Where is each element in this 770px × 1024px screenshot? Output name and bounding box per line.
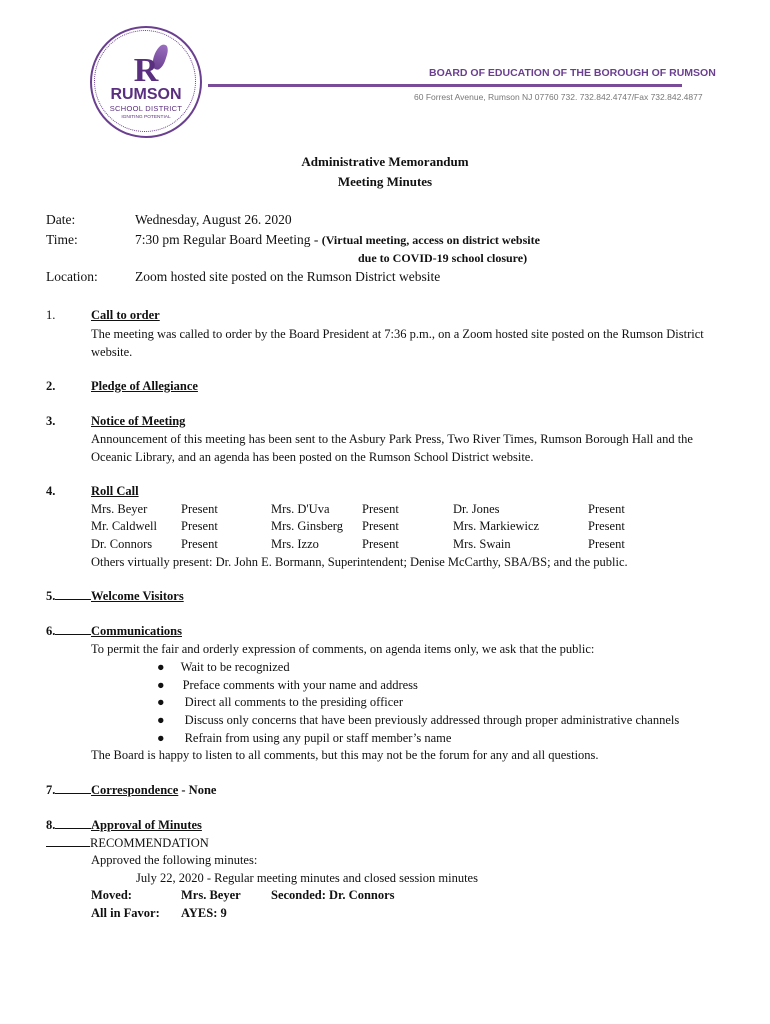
recommendation-line: [46, 836, 209, 851]
section-7-number: 7.: [46, 783, 91, 798]
communications-closing: The Board is happy to listen to all comments, but this may not be the forum for any and all questions.: [91, 748, 599, 762]
section-5-title: Welcome Visitors: [91, 589, 184, 603]
section-8-title: Approval of Minutes: [91, 818, 202, 832]
location-label: Location:: [46, 269, 98, 284]
memo-title: Administrative Memorandum: [301, 154, 469, 169]
roll-call-status: Present: [362, 537, 399, 551]
roll-call-status: Present: [588, 519, 625, 533]
list-item: ● Discuss only concerns that have been previously addressed through proper administrative channels: [157, 713, 680, 727]
section-4-title: Roll Call: [91, 484, 139, 498]
section-1-text-1: The meeting was called to order by the Board President at 7:36 p.m., on a Zoom hosted site posted on the Rumson District: [91, 327, 704, 341]
approved-text: Approved the following minutes:: [91, 853, 258, 867]
section-7-title: Correspondence: [91, 783, 179, 797]
roll-call-status: Present: [588, 537, 625, 551]
list-item: ● Direct all comments to the presiding officer: [157, 695, 404, 709]
section-7-suffix: - None: [178, 783, 217, 797]
section-4-number: 4.: [46, 484, 56, 498]
roll-call-status: Present: [362, 502, 399, 516]
bullet-icon: ●: [157, 731, 165, 745]
date-label: Date:: [46, 212, 76, 227]
section-7-title-line: [91, 783, 216, 798]
bullet-icon: ●: [157, 695, 165, 709]
roll-call-status: Present: [588, 502, 625, 516]
logo-district: SCHOOL DISTRICT: [109, 104, 183, 113]
favor-label: All in Favor:: [91, 906, 160, 920]
memo-subtitle: Meeting Minutes: [337, 174, 433, 189]
time-note: (Virtual meeting, access on district website: [321, 233, 540, 247]
section-6-number: 6.: [46, 624, 91, 639]
logo-name: RUMSON: [110, 86, 182, 103]
roll-call-status: Present: [181, 502, 218, 516]
roll-call-name: Mrs. Izzo: [271, 537, 319, 551]
favor-value: AYES: 9: [181, 906, 227, 920]
roll-call-name: Mrs. Ginsberg: [271, 519, 343, 533]
section-1-title: Call to order: [91, 308, 160, 322]
header-divider: [208, 84, 682, 87]
moved-value: Mrs. Beyer: [181, 888, 241, 902]
board-address: 60 Forrest Avenue, Rumson NJ 07760 732. 732.842.4747/Fax 732.842.4877: [414, 92, 703, 102]
section-3-title: Notice of Meeting: [91, 414, 186, 428]
location-value: Zoom hosted site posted on the Rumson District website: [135, 269, 441, 284]
time-value: 7:30 pm Regular Board Meeting -: [135, 232, 322, 247]
section-1-number: 1.: [46, 308, 56, 322]
approved-minutes-item: July 22, 2020 - Regular meeting minutes and closed session minutes: [136, 871, 478, 885]
roll-call-status: Present: [181, 519, 218, 533]
roll-call-status: Present: [362, 519, 399, 533]
roll-call-name: Mrs. D'Uva: [271, 502, 330, 516]
section-3-text-1: Announcement of this meeting has been sent to the Asbury Park Press, Two River Times, Rumson Borough Hall and the: [91, 432, 693, 446]
seconded-text: Seconded: Dr. Connors: [271, 888, 395, 902]
bullet-icon: ●: [157, 660, 165, 674]
roll-call-status: Present: [181, 537, 218, 551]
section-5-number: 5.: [46, 589, 91, 604]
section-3-number: 3.: [46, 414, 56, 428]
roll-call-name: Mrs. Markiewicz: [453, 519, 540, 533]
section-2-title: Pledge of Allegiance: [91, 379, 198, 393]
roll-call-name: Mrs. Beyer: [91, 502, 148, 516]
recommendation-label: RECOMMENDATION: [90, 836, 209, 850]
logo-tagline: IGNITING POTENTIAL: [121, 115, 171, 120]
section-2-number: 2.: [46, 379, 56, 393]
section-6-title: Communications: [91, 624, 182, 638]
section-1-text-2: website.: [91, 345, 133, 359]
district-logo: [90, 26, 202, 138]
list-item: ● Wait to be recognized: [157, 660, 290, 674]
others-present: Others virtually present: Dr. John E. Bormann, Superintendent; Denise McCarthy, SBA/BS; and the public.: [91, 555, 628, 569]
roll-call-name: Mr. Caldwell: [91, 519, 157, 533]
time-label: Time:: [46, 232, 78, 247]
date-value: Wednesday, August 26. 2020: [135, 212, 292, 227]
bullet-icon: ●: [157, 678, 165, 692]
communications-intro: To permit the fair and orderly expression of comments, on agenda items only, we ask that the public:: [91, 642, 595, 656]
section-3-text-2: Oceanic Library, and an agenda has been posted on the Rumson School District website.: [91, 450, 534, 464]
roll-call-name: Mrs. Swain: [453, 537, 511, 551]
moved-label: Moved:: [91, 888, 132, 902]
roll-call-name: Dr. Jones: [453, 502, 500, 516]
section-8-number: 8.: [46, 818, 91, 833]
logo-initial: R: [133, 52, 159, 89]
list-item: ● Refrain from using any pupil or staff member’s name: [157, 731, 452, 745]
board-title: BOARD OF EDUCATION OF THE BOROUGH OF RUMSON: [429, 67, 716, 79]
bullet-icon: ●: [157, 713, 165, 727]
time-line: [135, 232, 540, 248]
roll-call-name: Dr. Connors: [91, 537, 153, 551]
time-note-2: due to COVID-19 school closure): [358, 251, 528, 265]
list-item: ● Preface comments with your name and address: [157, 678, 418, 692]
